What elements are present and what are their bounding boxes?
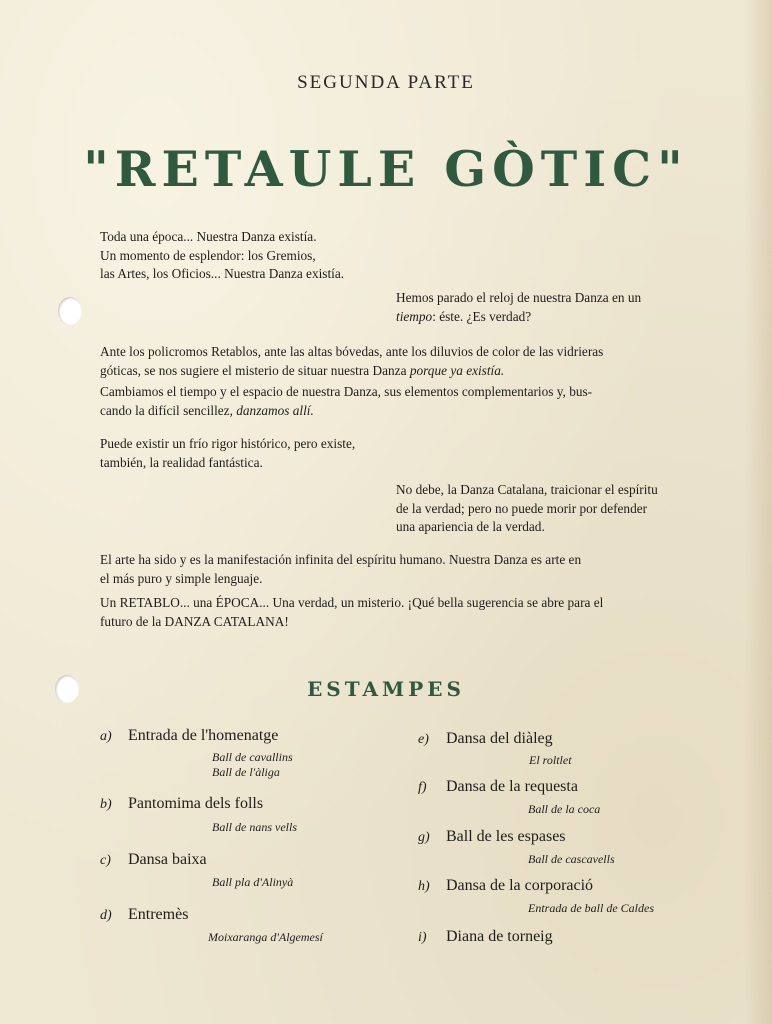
verdad-paragraph <box>396 481 692 537</box>
item-name: Entrada de l'homenatge <box>128 727 279 744</box>
item-letter: f) <box>418 780 427 795</box>
item-subtitle: El roltlet <box>529 753 572 767</box>
item-subtitle: Moixaranga d'Algemesí <box>208 930 323 944</box>
item-name: Dansa de la corporació <box>446 877 594 894</box>
item-subtitle: Ball de nans vells <box>212 820 297 834</box>
rigor-paragraph <box>100 435 355 472</box>
list-item <box>418 778 698 818</box>
list-item <box>418 877 698 917</box>
list-item <box>418 730 698 770</box>
list-item <box>418 928 698 952</box>
item-name: Dansa del diàleg <box>446 730 553 747</box>
text-line: Cambiamos el tiempo y el espacio de nuestra Danza, sus elementos complementarios y, bus- <box>100 384 593 399</box>
italic-text: danzamos allí. <box>236 402 314 418</box>
text-line: Ante los policromos Retablos, ante las altas bóvedas, ante los diluvios de color de las vidrieras <box>100 344 604 359</box>
item-subtitle: Ball de la coca <box>528 802 601 816</box>
item-subtitle: Ball de cavallins <box>212 750 293 764</box>
item-name: Dansa baixa <box>128 851 207 868</box>
item-subtitle: Ball de l'àliga <box>212 765 280 779</box>
text-line: el más puro y simple lenguaje. <box>100 570 263 586</box>
list-item <box>100 851 360 891</box>
retablos-paragraph <box>100 343 692 380</box>
item-name: Pantomima dels folls <box>128 795 264 812</box>
list-item <box>100 727 360 787</box>
text-line: Toda una época... Nuestra Danza existía. <box>100 229 317 244</box>
item-name: Ball de les espases <box>446 828 566 845</box>
text-line: Un RETABLO... una ÉPOCA... Una verdad, un misterio. ¡Qué bella sugerencia se abre para el <box>100 595 604 610</box>
text-line: también, la realidad fantástica. <box>100 454 263 470</box>
item-letter: a) <box>100 729 112 744</box>
text-line: futuro de la DANZA CATALANA! <box>100 613 289 629</box>
item-letter: c) <box>100 853 111 868</box>
item-subtitle: Ball pla d'Alinyà <box>212 875 294 889</box>
item-letter: h) <box>418 879 430 894</box>
item-name: Entremès <box>128 906 189 923</box>
item-name: Dansa de la requesta <box>446 778 578 795</box>
item-letter: d) <box>100 908 112 923</box>
list-item <box>100 906 360 946</box>
item-letter: e) <box>418 732 429 747</box>
part-heading: SEGUNDA PARTE <box>297 72 475 93</box>
text-span: : éste. ¿Es verdad? <box>432 308 532 324</box>
list-item <box>100 795 360 835</box>
item-letter: b) <box>100 797 112 812</box>
text-span: cando la difícil sencillez, <box>100 402 233 418</box>
italic-text: tiempo <box>396 308 433 324</box>
item-subtitle: Ball de cascavells <box>528 852 615 866</box>
text-line: El arte ha sido y es la manifestación infinita del espíritu humano. Nuestra Danza es arte en <box>100 552 582 567</box>
retablo-paragraph <box>100 594 692 631</box>
cambiamos-paragraph <box>100 383 692 420</box>
text-line: Puede existir un frío rigor histórico, pero existe, <box>100 436 356 451</box>
text-line: No debe, la Danza Catalana, traicionar el espíritu <box>396 482 658 497</box>
item-letter: i) <box>418 930 427 945</box>
text-line: Hemos parado el reloj de nuestra Danza en un <box>396 290 642 305</box>
text-line: las Artes, los Oficios... Nuestra Danza existía. <box>100 266 345 281</box>
item-letter: g) <box>418 830 430 845</box>
italic-text: porque ya existía. <box>409 362 505 378</box>
clock-paragraph <box>396 289 692 326</box>
page-title: "RETAULE GÒTIC" <box>83 140 689 198</box>
arte-paragraph <box>100 551 692 588</box>
text-line: una apariencia de la verdad. <box>396 519 545 534</box>
text-line <box>396 308 692 327</box>
item-name: Diana de torneig <box>446 928 553 945</box>
estampes-heading: ESTAMPES <box>307 677 465 701</box>
text-span: góticas, se nos sugiere el misterio de situar nuestra Danza <box>100 362 407 378</box>
list-item <box>418 828 698 868</box>
text-line: de la verdad; pero no puede morir por defender <box>396 500 648 516</box>
text-line: Un momento de esplendor: los Gremios, <box>100 247 316 263</box>
text-line <box>100 362 692 381</box>
intro-paragraph <box>100 228 344 284</box>
item-subtitle: Entrada de ball de Caldes <box>528 901 654 915</box>
text-line <box>100 402 692 421</box>
punch-hole-top <box>58 297 82 325</box>
